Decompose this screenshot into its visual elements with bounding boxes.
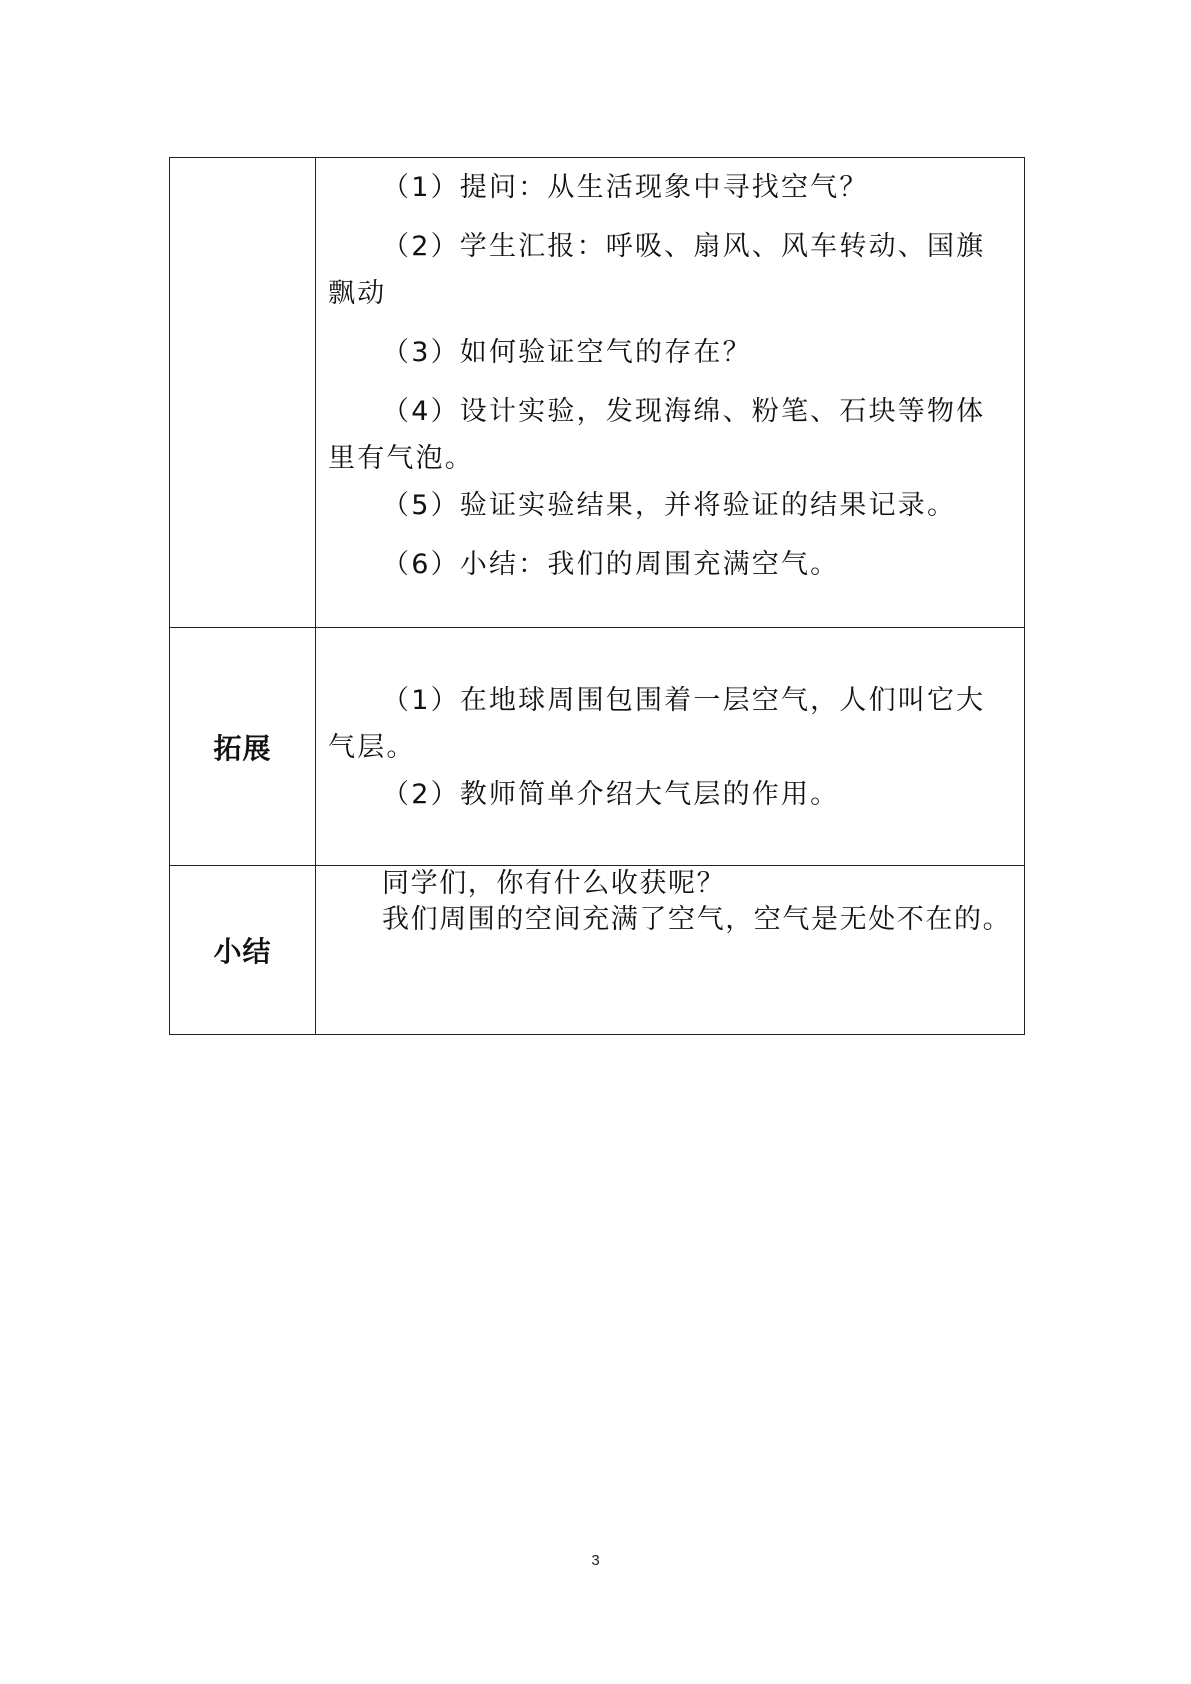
row-content	[316, 158, 1025, 628]
page-number: 3	[591, 1552, 600, 1569]
row-content	[316, 866, 1025, 1035]
paragraph: 同学们，你有什么收获呢？	[382, 868, 726, 899]
row-content	[316, 628, 1025, 866]
paragraph: （3）如何验证空气的存在？	[382, 337, 752, 368]
table-row	[170, 158, 1025, 628]
paragraph: （2）教师简单介绍大气层的作用。	[382, 779, 840, 810]
paragraph: （6）小结：我们的周围充满空气。	[382, 549, 840, 580]
row-label: 小结	[170, 866, 316, 1035]
row-label: 拓展	[170, 628, 316, 866]
paragraph: （4）设计实验，发现海绵、粉笔、石块等物体里有气泡。	[328, 396, 986, 474]
paragraph: （2）学生汇报：呼吸、扇风、风车转动、国旗飘动	[328, 231, 986, 309]
paragraph: 我们周围的空间充满了空气，空气是无处不在的。	[382, 904, 1012, 935]
row-label	[170, 158, 316, 628]
paragraph: （1）在地球周围包围着一层空气，人们叫它大气层。	[328, 685, 986, 763]
paragraph: （5）验证实验结果，并将验证的结果记录。	[382, 490, 957, 521]
paragraph: （1）提问：从生活现象中寻找空气？	[382, 172, 869, 203]
table-row	[170, 866, 1025, 1035]
lesson-plan-table	[169, 157, 1025, 1035]
table-row	[170, 628, 1025, 866]
